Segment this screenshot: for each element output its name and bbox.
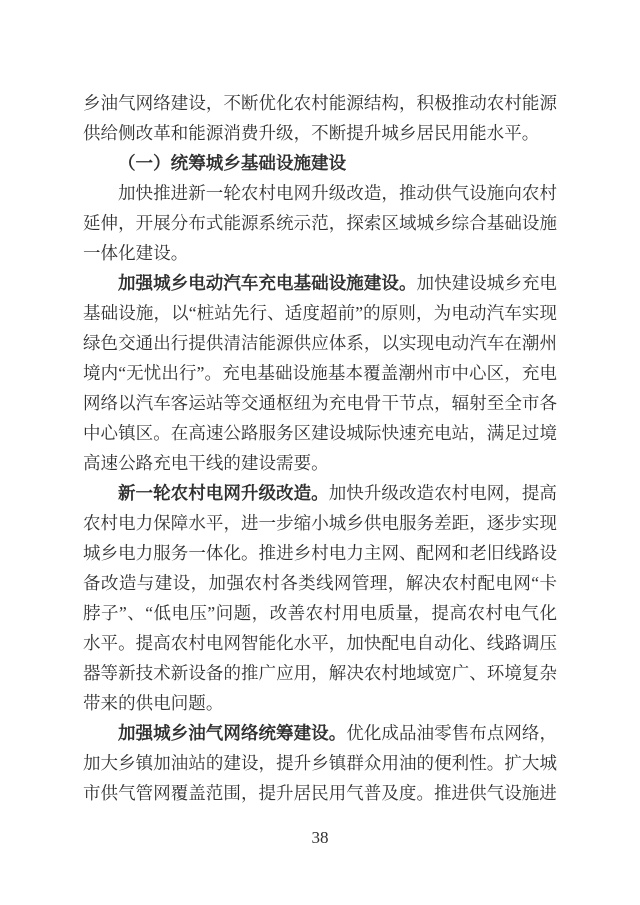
- text-segment: 乡油气网络建设，不断优化农村能源结构，积极推动农村能源供给侧改革和能源消费升级，不断提升城乡居民用能水平。: [83, 93, 557, 143]
- paragraph-continuation: [83, 88, 557, 148]
- paragraph-heading: [83, 148, 557, 178]
- paragraph-body: [83, 718, 557, 808]
- text-segment: 加快推进新一轮农村电网升级改造，推动供气设施向农村延伸，开展分布式能源系统示范，探索区域城乡综合基础设施一体化建设。: [83, 183, 557, 263]
- text-segment-bold: 新一轮农村电网升级改造。: [118, 483, 329, 503]
- text-segment-bold: （一）统筹城乡基础设施建设: [118, 153, 347, 173]
- document-body: [83, 88, 557, 808]
- paragraph-body: [83, 178, 557, 268]
- text-segment: 加快升级改造农村电网，提高农村电力保障水平，进一步缩小城乡供电服务差距，逐步实现城乡电力服务一体化。推进乡村电力主网、配网和老旧线路设备改造与建设，加强农村各类线网管理，解决农村配电网“卡脖子”、“低电压”问题，改善农村用电质量，提高农村电气化水平。提高农村电网智能化水平，加快配电自动化、线路调压器等新技术新设备的推广应用，解决农村地域宽广、环境复杂带来的供电问题。: [83, 483, 557, 713]
- text-segment: 加快建设城乡充电基础设施，以“桩站先行、适度超前”的原则，为电动汽车实现绿色交通出行提供清洁能源供应体系，以实现电动汽车在潮州境内“无忧出行”。充电基础设施基本覆盖潮州市中心区，充电网络以汽车客运站等交通枢纽为充电骨干节点，辐射至全市各中心镇区。在高速公路服务区建设城际快速充电站，满足过境高速公路充电干线的建设需要。: [83, 273, 557, 473]
- text-segment-bold: 加强城乡电动汽车充电基础设施建设。: [118, 273, 417, 293]
- text-segment-bold: 加强城乡油气网络统筹建设。: [118, 723, 347, 743]
- text-segment: 优化成品油零售布点网络，加大乡镇加油站的建设，提升乡镇群众用油的便利性。扩大城市供气管网覆盖范围，提升居民用气普及度。推进供气设施进: [83, 723, 557, 803]
- paragraph-body: [83, 268, 557, 478]
- page-number: 38: [311, 828, 329, 847]
- paragraph-body: [83, 478, 557, 718]
